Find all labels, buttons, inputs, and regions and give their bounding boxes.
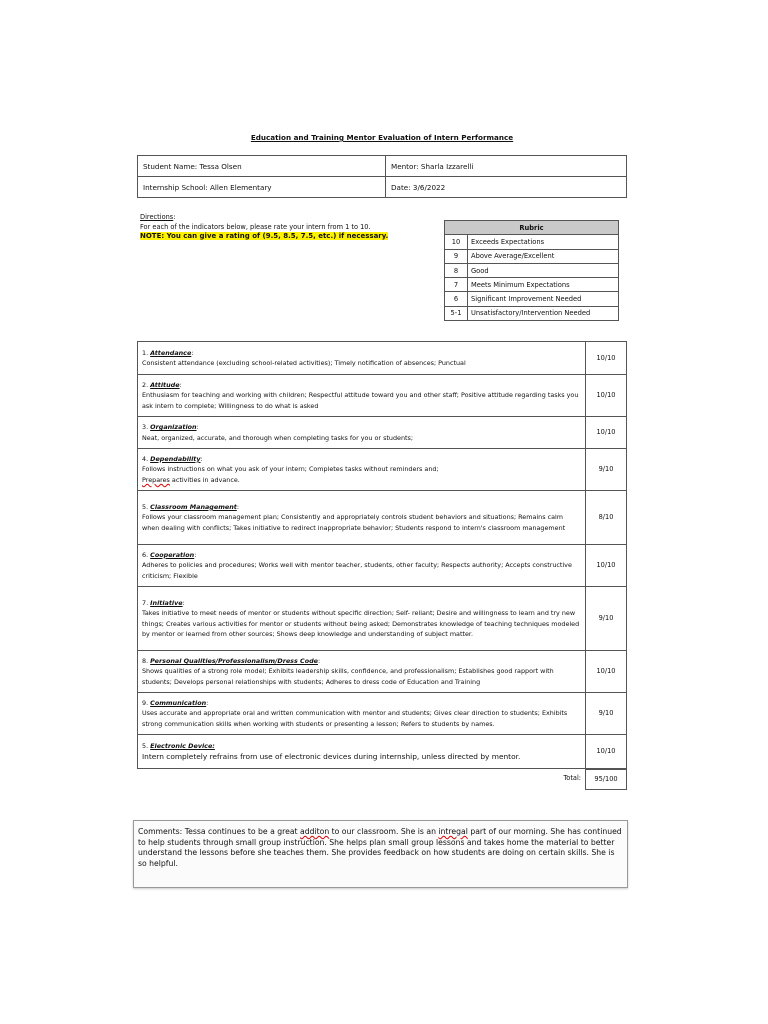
misspelled-word: intregal [438, 827, 468, 836]
criterion-name: Initiative [150, 598, 183, 607]
criterion-row: 3. Organization: Neat, organized, accurate, and thorough when completing tasks for you or students; 10/10 [138, 417, 627, 449]
criterion-row: 8. Personal Qualities/Professionalism/Dress Code: Shows qualities of a strong role model; Exhibits leadership skills, confidence, and professionalism; Establishes good rapport with students; Develops personal relationships with students; Adheres to dress code of Education and Training 10/10 [138, 651, 627, 693]
internship-school-cell: Internship School: Allen Elementary [138, 177, 386, 198]
criterion-desc: Enthusiasm for teaching and working with children; Respectful attitude toward you and other staff; Positive attitude regarding tasks you ask intern to complete; Willingness to do what is asked [142, 391, 579, 410]
mentor-cell: Mentor: Sharla Izzarelli [386, 156, 627, 177]
criterion-desc: Consistent attendance (excluding school-related activities); Timely notification of absences; Punctual [142, 359, 466, 367]
rubric-row: 8 Good [445, 263, 619, 277]
criterion-score: 9/10 [586, 587, 627, 651]
criterion-row: 5. Classroom Management: Follows your classroom management plan; Consistently and appropriately controls student behaviors and situations; Remains calm when dealing with conflicts; Takes initiative to redirect inappropriate behavior; Students respond to intern's classroom management 8/10 [138, 491, 627, 545]
criterion-score: 10/10 [586, 342, 627, 375]
rubric-row: 6 Significant Improvement Needed [445, 292, 619, 306]
criterion-score: 10/10 [586, 545, 627, 587]
rubric-row: 10 Exceeds Expectations [445, 235, 619, 249]
date-cell: Date: 3/6/2022 [386, 177, 627, 198]
criterion-name: Dependability [150, 454, 201, 463]
rubric-row: 7 Meets Minimum Expectations [445, 278, 619, 292]
directions: Directions: For each of the indicators below, please rate your intern from 1 to 10. NOTE: You can give a rating of (9.5, 8.5, 7.5, etc.) if necessary. [140, 213, 430, 242]
misspelled-word: additon [300, 827, 330, 836]
criterion-name: Attendance [150, 348, 192, 357]
document-title: Education and Training Mentor Evaluation of Intern Performance [250, 133, 514, 142]
criterion-desc: Uses accurate and appropriate oral and written communication with mentor and students; Gives clear direction to students; Exhibits strong communication skills when working with students or presenting a lesson; Refers to students by names. [142, 709, 568, 728]
criterion-desc: Shows qualities of a strong role model; Exhibits leadership skills, confidence, and professionalism; Establishes good rapport with students; Develops personal relationships with students; Adheres to dress code of Education and Training [142, 667, 554, 686]
student-name-cell: Student Name: Tessa Olsen [138, 156, 386, 177]
rubric-table [444, 220, 619, 321]
criterion-row: 7. Initiative: Takes initiative to meet needs of mentor or students without specific direction; Self- reliant; Desire and willingness to learn and try new things; Creates various activities for mentor or students without being asked; Demonstrates knowledge of teaching techniques modeled by mentor or learned from other sources; Shows deep knowledge and understanding of subject matter. 9/10 [138, 587, 627, 651]
rubric-row: 9 Above Average/Excellent [445, 249, 619, 263]
criterion-name: Attitude [150, 380, 180, 389]
criterion-desc: Adheres to policies and procedures; Works well with mentor teacher, students, other faculty; Respects authority; Accepts constructive criticism; Flexible [142, 561, 572, 580]
criterion-desc: Follows instructions on what you ask of your intern; Completes tasks without reminders and; [142, 465, 439, 474]
rubric-row: 5-1 Unsatisfactory/Intervention Needed [445, 306, 619, 320]
criterion-name: Personal Qualities/Professionalism/Dress Code [150, 656, 319, 665]
criterion-score: 10/10 [586, 651, 627, 693]
directions-heading: Directions [140, 213, 174, 221]
directions-note: NOTE: You can give a rating of (9.5, 8.5, 7.5, etc.) if necessary. [140, 232, 389, 240]
rubric-header: Rubric [445, 221, 619, 235]
criterion-desc: Intern completely refrains from use of electronic devices during internship, unless directed by mentor. [142, 751, 521, 761]
criterion-row: 6. Cooperation: Adheres to policies and procedures; Works well with mentor teacher, students, other faculty; Respects authority; Accepts constructive criticism; Flexible 10/10 [138, 545, 627, 587]
criterion-name: Organization [150, 423, 197, 431]
criterion-row: 4. Dependability: Follows instructions on what you ask of your intern; Completes tasks without reminders and; Prepares activities in advance. 9/10 [138, 449, 627, 491]
criterion-score: 9/10 [586, 449, 627, 491]
criterion-name: Classroom Management [150, 502, 237, 511]
criterion-desc: Neat, organized, accurate, and thorough when completing tasks for you or students; [142, 433, 413, 442]
total-label: Total: [563, 774, 581, 782]
info-table [137, 155, 627, 198]
criterion-row: 2. Attitude: Enthusiasm for teaching and working with children; Respectful attitude toward you and other staff; Positive attitude regarding tasks you ask intern to complete; Willingness to do what is asked 10/10 [138, 375, 627, 417]
criterion-score: 10/10 [586, 735, 627, 769]
criterion-row: 9. Communication: Uses accurate and appropriate oral and written communication with mentor and students; Gives clear direction to students; Exhibits strong communication skills when working with students or presenting a lesson; Refers to students by names. 9/10 [138, 693, 627, 735]
criterion-name: Cooperation [150, 550, 195, 559]
criterion-score: 10/10 [586, 417, 627, 449]
total-value: 95/100 [585, 769, 627, 790]
total-row [137, 769, 627, 789]
criterion-name: Electronic Device: [150, 742, 215, 750]
criterion-score: 8/10 [586, 491, 627, 545]
criterion-name: Communication [150, 698, 207, 707]
directions-text: For each of the indicators below, please rate your intern from 1 to 10. [140, 222, 371, 231]
criterion-row: 5. Electronic Device: Intern completely refrains from use of electronic devices during internship, unless directed by mentor. 10/10 [138, 735, 627, 769]
comments-box [133, 820, 628, 888]
criterion-score: 10/10 [586, 375, 627, 417]
criterion-desc: Takes initiative to meet needs of mentor or students without specific direction; Self- reliant; Desire and willingness to learn and try new things; Creates various activities for mentor or students without being asked; Demonstrates knowledge of teaching techniques modeled by mentor or learned from other sources; Shows deep knowledge and understanding of subject matter. [142, 609, 580, 638]
criterion-row: 1. Attendance: Consistent attendance (excluding school-related activities); Timely notification of absences; Punctual 10/10 [138, 342, 627, 375]
evaluation-table [137, 341, 627, 769]
comments-text: Comments: Tessa continues to be a great additon to our classroom. She is an intregal part of our morning. She has continued to help students through small group instruction. She helps plan small group lessons and takes home the material to better understand the lessons before she teaches them. She provides feedback on how students are doing on certain skills. She is so helpful. [138, 827, 622, 868]
criterion-score: 9/10 [586, 693, 627, 735]
criterion-desc: Follows your classroom management plan; Consistently and appropriately controls student behaviors and situations; Remains calm when dealing with conflicts; Takes initiative to redirect inappropriate behavior; Students respond to intern's classroom management [142, 513, 566, 532]
